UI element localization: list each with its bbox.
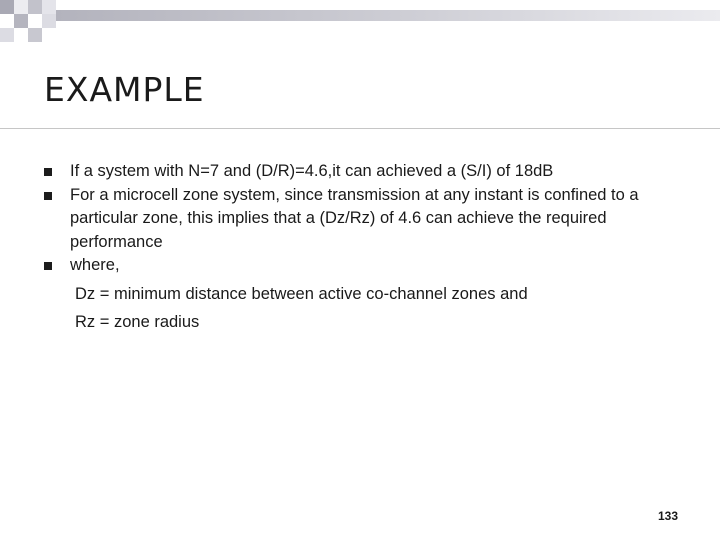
title-divider: [0, 128, 720, 129]
bullet-text: For a microcell zone system, since transmission at any instant is confined to a particular zone, this implies that a (Dz/Rz) of 4.6 can achieve the required performance: [70, 185, 639, 251]
slide-title: EXAMPLE: [44, 70, 205, 109]
definition-rz: Rz = zone radius: [75, 313, 200, 331]
square-bullet-icon: [44, 262, 52, 270]
header-decoration: [0, 0, 720, 48]
square-bullet-icon: [44, 168, 52, 176]
page-number: 133: [657, 509, 678, 523]
bullet-item: [44, 160, 684, 184]
slide-content: [44, 160, 684, 335]
bullet-text: If a system with N=7 and (D/R)=4.6,it can achieved a (S/I) of 18dB: [70, 162, 554, 180]
bullet-list: [44, 160, 684, 278]
square-bullet-icon: [44, 192, 52, 200]
bullet-item: [44, 254, 684, 278]
bullet-item: [44, 184, 684, 255]
bullet-text: where,: [70, 256, 120, 274]
definition-dz: Dz = minimum distance between active co-channel zones and: [75, 284, 528, 303]
